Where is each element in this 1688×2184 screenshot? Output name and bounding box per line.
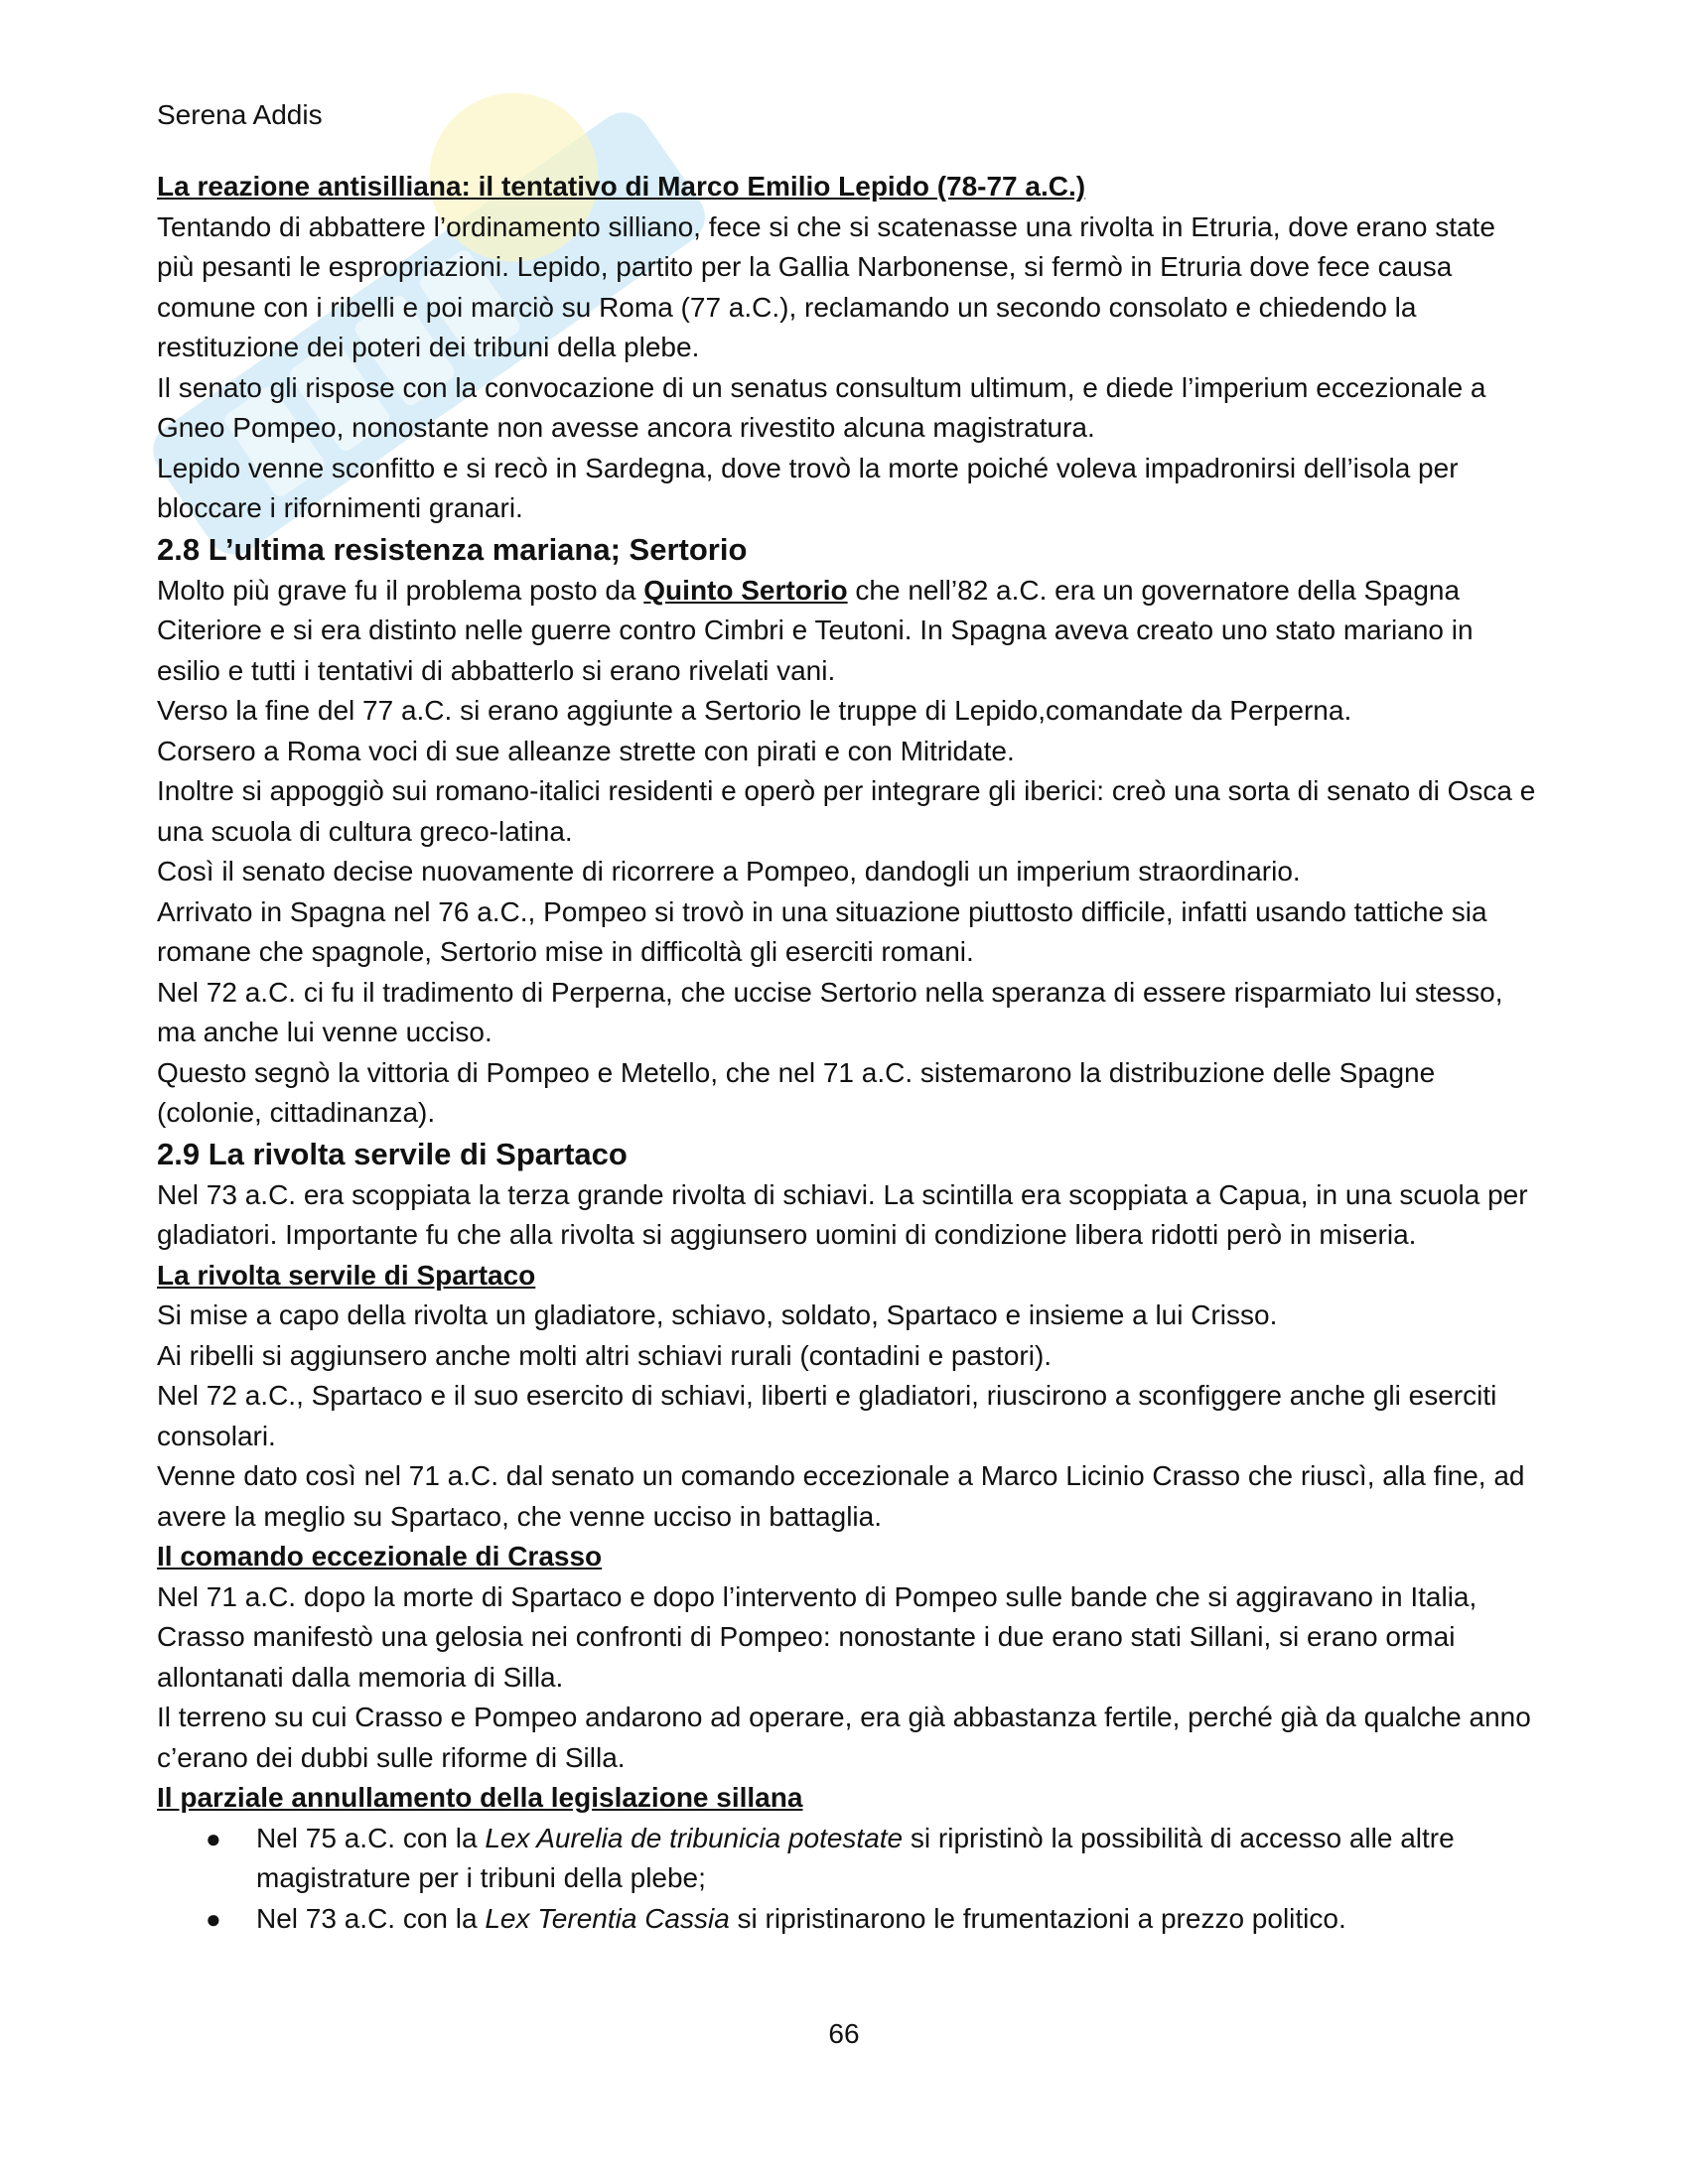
bullet-icon: ● (206, 1903, 221, 1934)
bullet-icon: ● (206, 1823, 221, 1853)
paragraph: Nel 72 a.C. ci fu il tradimento di Perperna, che uccise Sertorio nella speranza di essere risparmiato lui stesso, ma anche lui venne ucciso. (157, 976, 1503, 1047)
text-run: Nel 73 a.C. con la (256, 1902, 486, 1934)
link-quinto-sertorio[interactable]: Quinto Sertorio (643, 574, 848, 606)
paragraph: Arrivato in Spagna nel 76 a.C., Pompeo si trovò in una situazione piuttosto difficile, infatti usando tattiche sia romane che spagnole, Sertorio mise in difficoltà gli eserciti romani. (157, 895, 1487, 967)
paragraph: Si mise a capo della rivolta un gladiatore, schiavo, soldato, Spartaco e insieme a lui Crisso. (157, 1299, 1278, 1330)
paragraph: Tentando di abbattere l’ordinamento silliano, fece si che si scatenasse una rivolta in Etruria, dove erano state più pesanti le espropriazioni. Lepido, partito per la Gallia Narbonense, si fermò in Etruria dove fece causa comune con i ribelli e poi marciò su Roma (77 a.C.), reclamando un secondo consolato e chiedendo la restituzione dei poteri dei tribuni della plebe. (157, 210, 1495, 362)
paragraph: Inoltre si appoggiò sui romano-italici residenti e operò per integrare gli iberici: creò una sorta di senato di Osca e una scuola di cultura greco-latina. (157, 775, 1536, 847)
paragraph: Nel 71 a.C. dopo la morte di Spartaco e dopo l’intervento di Pompeo sulle bande che si aggiravano in Italia, Crasso manifestò una gelosia nei confronti di Pompeo: nonostante i due erano stati Sillani, si erano ormai allontanati dalla memoria di Silla. (157, 1580, 1477, 1693)
paragraph: Il senato gli rispose con la convocazione di un senatus consultum ultimum, e diede l’imperium eccezionale a Gneo Pompeo, nonostante non avesse ancora rivestito alcuna magistratura. (157, 371, 1486, 443)
paragraph: Verso la fine del 77 a.C. si erano aggiunte a Sertorio le truppe di Lepido,comandate da Perperna. (157, 695, 1352, 726)
subheading-rivolta: La rivolta servile di Spartaco (157, 1259, 536, 1291)
text-run: che nell’82 a.C. era un governatore della Spagna Citeriore e si era distinto nelle guerre contro Cimbri e Teutoni. In Spagna aveva creato uno stato mariano in esilio e tutti i tentativi di abbatterlo si erano rivelati vani. (157, 574, 1474, 686)
paragraph: Nel 73 a.C. era scoppiata la terza grande rivolta di schiavi. La scintilla era scoppiata a Capua, in una scuola per gladiatori. Importante fu che alla rivolta si aggiunsero uomini di condizione libera ridotti però in miseria. (157, 1178, 1528, 1250)
subheading-crasso: Il comando eccezionale di Crasso (157, 1541, 603, 1571)
text-run: Nel 75 a.C. con la (256, 1822, 486, 1853)
paragraph: Ai ribelli si aggiunsero anche molti altri schiavi rurali (contadini e pastori). (157, 1339, 1053, 1371)
paragraph: Corsero a Roma voci di sue alleanze strette con pirati e con Mitridate. (157, 735, 1015, 766)
law-name: Lex Terentia Cassia (485, 1902, 730, 1934)
section-sertorio (157, 529, 1537, 1134)
text-run: Molto più grave fu il problema posto da (157, 574, 644, 606)
paragraph: Lepido venne sconfitto e si recò in Sardegna, dove trovò la morte poiché voleva impadronirsi dell’isola per bloccare i rifornimenti granari. (157, 452, 1459, 523)
law-name: Lex Aurelia de tribunicia potestate (485, 1822, 904, 1853)
section-lepido (157, 167, 1537, 529)
section-heading-spartaco: 2.9 La rivolta servile di Spartaco (157, 1136, 628, 1171)
text-run: si ripristinò la possibilità di accesso alle altre magistrature per i tribuni della plebe; (256, 1822, 1455, 1893)
paragraph: Il terreno su cui Crasso e Pompeo andarono ad operare, era già abbastanza fertile, perché già da qualche anno c’erano dei dubbi sulle riforme di Silla. (157, 1702, 1531, 1773)
page-number: 66 (828, 2018, 860, 2049)
list-item (206, 1899, 1537, 1940)
section-heading-sertorio: 2.8 L’ultima resistenza mariana; Sertorio (157, 531, 748, 567)
subheading-lepido: La reazione antisilliana: il tentativo di Marco Emilio Lepido (78-77 a.C.) (157, 171, 1086, 202)
subheading-legislazione: Il parziale annullamento della legislazione sillana (157, 1782, 803, 1813)
paragraph: Nel 72 a.C., Spartaco e il suo esercito di schiavi, liberti e gladiatori, riuscirono a sconfiggere anche gli eserciti consolari. (157, 1380, 1497, 1451)
bullet-list (157, 1819, 1537, 1940)
paragraph: Venne dato così nel 71 a.C. dal senato un comando eccezionale a Marco Licinio Crasso che riuscì, alla fine, ad avere la meglio su Spartaco, che venne ucciso in battaglia. (157, 1460, 1525, 1532)
paragraph (157, 571, 1537, 692)
text-run: si ripristinarono le frumentazioni a prezzo politico. (729, 1902, 1346, 1934)
paragraph: Questo segnò la vittoria di Pompeo e Metello, che nel 71 a.C. sistemarono la distribuzione delle Spagne (colonie, cittadinanza). (157, 1056, 1436, 1128)
author-name: Serena Addis (157, 99, 323, 130)
paragraph: Così il senato decise nuovamente di ricorrere a Pompeo, dandogli un imperium straordinario. (157, 856, 1301, 887)
section-spartaco (157, 1134, 1537, 1940)
list-item (206, 1819, 1537, 1899)
document-page (157, 95, 1537, 1939)
